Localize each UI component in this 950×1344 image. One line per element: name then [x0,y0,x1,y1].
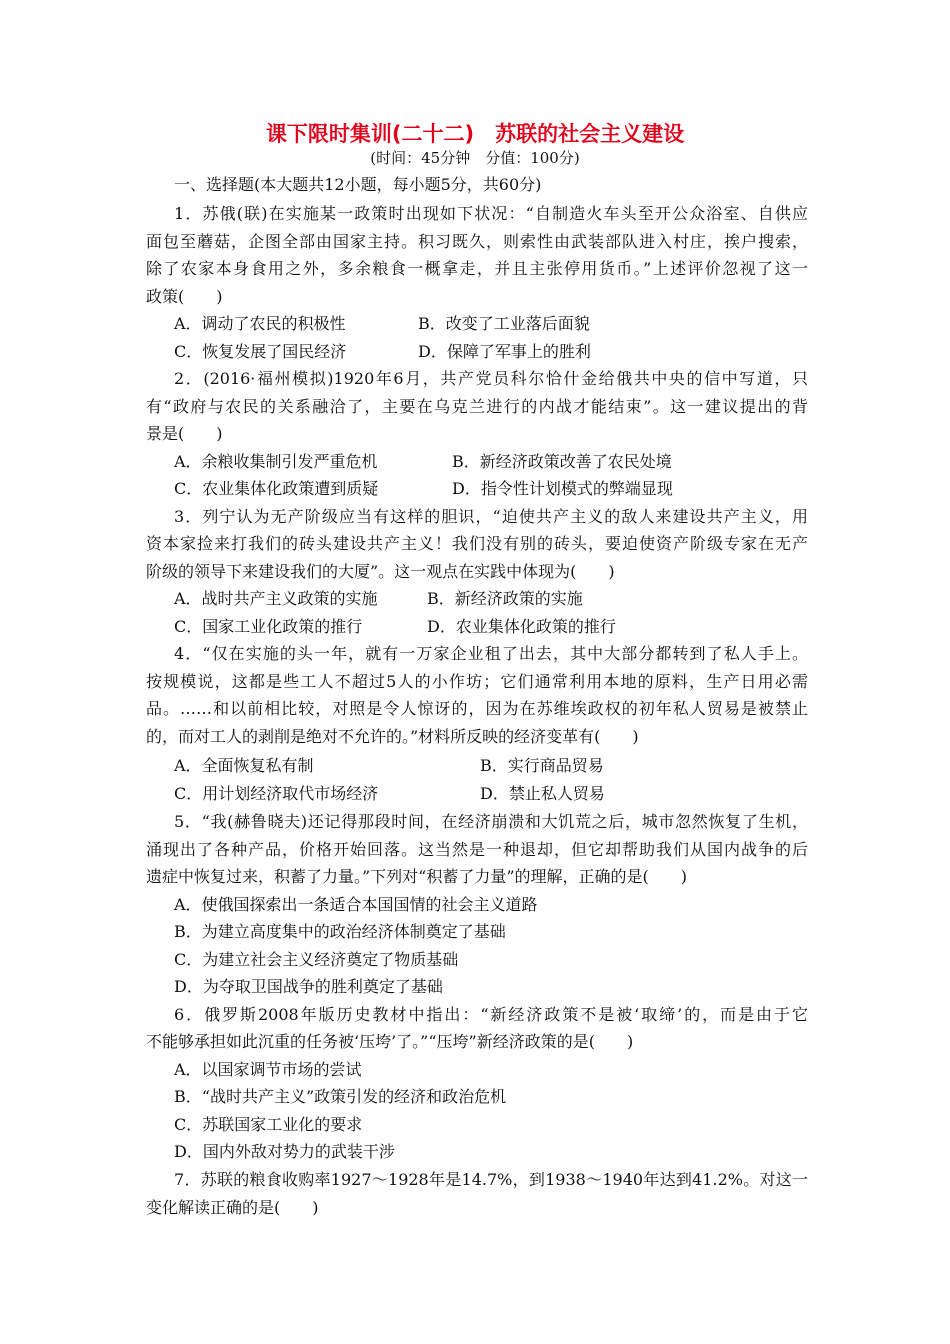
question-4-line-2: 按规模说，这都是些工人不超过5人的小作坊；它们通常利用本地的原料，生产日用必需 [146,671,808,691]
question-3-option-c: C．国家工业化政策的推行 [174,616,363,636]
question-6-option-b: B．“战时共产主义”政策引发的经济和政治危机 [174,1087,507,1106]
question-6-line-1: 6．俄罗斯2008年版历史教材中指出：“新经济政策不是被‘取缔’的，而是由于它 [174,1004,808,1024]
question-2-option-a: A．余粮收集制引发严重危机 [174,451,378,471]
question-2-line-1: 2．(2016·福州模拟)1920年6月，共产党员科尔恰什金给俄共中央的信中写道，只 [174,369,808,388]
question-5-option-c: C．为建立社会主义经济奠定了物质基础 [174,949,459,969]
question-3-option-b: B．新经济政策的实施 [427,589,583,608]
question-5-option-a: A．使俄国探索出一条适合本国国情的社会主义道路 [174,894,538,914]
question-5-line-3: 遗症中恢复过来，积蓄了力量。”下列对“积蓄了力量”的理解，正确的是( ) [146,867,688,886]
page-subtitle: (时间：45分钟 分值：100分) [370,149,580,167]
question-6-option-c: C．苏联国家工业化的要求 [174,1114,363,1134]
question-1-option-b: B．改变了工业落后面貌 [418,314,590,333]
question-5-line-1: 5．“我(赫鲁晓夫)还记得那段时间，在经济崩溃和大饥荒之后，城市忽然恢复了生机， [174,812,808,831]
question-7-line-1: 7．苏联的粮食收购率1927～1928年是14.7%，到1938～1940年达到41.2%。对这一 [174,1170,808,1189]
question-1-option-c: C．恢复发展了国民经济 [174,341,347,361]
question-3-option-d: D．农业集体化政策的推行 [427,616,616,636]
section-heading: 一、选择题(本大题共12小题，每小题5分，共60分) [174,175,542,194]
question-6-option-a: A．以国家调节市场的尝试 [174,1059,362,1079]
question-2-option-b: B．新经济政策改善了农民处境 [452,451,672,471]
page-title: 课下限时集训(二十二) 苏联的社会主义建设 [265,122,685,146]
question-5-line-2: 涌现出了各种产品，价格开始回落。这当然是一种退却，但它却帮助我们从国内战争的后 [146,839,808,859]
question-1-line-3: 除了农家本身食用之外，多余粮食一概拿走，并且主张停用货币。”上述评价忽视了这一 [146,259,808,278]
question-5-option-b: B．为建立高度集中的政治经济体制奠定了基础 [174,922,506,941]
question-3-line-2: 资本家捡来打我们的砖头建设共产主义！我们没有别的砖头，要迫使资产阶级专家在无产 [146,534,808,553]
question-4-option-d: D．禁止私人贸易 [480,783,605,803]
question-1-option-d: D．保障了军事上的胜利 [418,341,591,361]
question-2-option-d: D．指令性计划模式的弊端显现 [452,479,673,498]
question-4-option-b: B．实行商品贸易 [480,756,604,775]
question-6-line-2: 不能够承担如此沉重的任务被‘压垮’了。”“压垮”新经济政策的是( ) [146,1032,634,1051]
question-4-line-1: 4．“仅在实施的头一年，就有一万家企业租了出去，其中大部分都转到了私人手上。 [174,644,808,663]
question-3-line-3: 阶级的领导下来建设我们的大厦”。这一观点在实践中体现为( ) [146,561,615,581]
question-2-line-3: 景是( ) [146,424,223,443]
question-7-line-2: 变化解读正确的是( ) [146,1197,319,1217]
question-1-line-2: 面包至蘑菇，企图全部由国家主持。积习既久，则索性由武装部队进入村庄，挨户搜索， [146,231,808,251]
question-4-option-c: C．用计划经济取代市场经济 [174,783,379,803]
question-1-line-4: 政策( ) [146,286,223,306]
question-1-line-1: 1．苏俄(联)在实施某一政策时出现如下状况：“自制造火车头至开公众浴室、自供应 [174,204,808,223]
question-5-option-d: D．为夺取卫国战争的胜利奠定了基础 [174,977,443,996]
question-4-option-a: A．全面恢复私有制 [174,756,314,775]
question-3-line-1: 3．列宁认为无产阶级应当有这样的胆识，“迫使共产主义的敌人来建设共产主义，用 [174,506,808,526]
question-6-option-d: D．国内外敌对势力的武装干涉 [174,1142,395,1161]
question-4-line-4: 的，而对工人的剥削是绝对不允许的。”材料所反映的经济变革有( ) [146,726,639,746]
question-2-option-c: C．农业集体化政策遭到质疑 [174,479,379,498]
question-3-option-a: A．战时共产主义政策的实施 [174,589,378,608]
question-2-line-2: 有“政府与农民的关系融洽了，主要在乌克兰进行的内战才能结束”。这一建议提出的背 [146,396,808,416]
question-1-option-a: A．调动了农民的积极性 [174,314,346,333]
question-4-line-3: 品。……和以前相比较，对照是令人惊讶的，因为在苏维埃政权的初年私人贸易是被禁止 [146,699,808,718]
